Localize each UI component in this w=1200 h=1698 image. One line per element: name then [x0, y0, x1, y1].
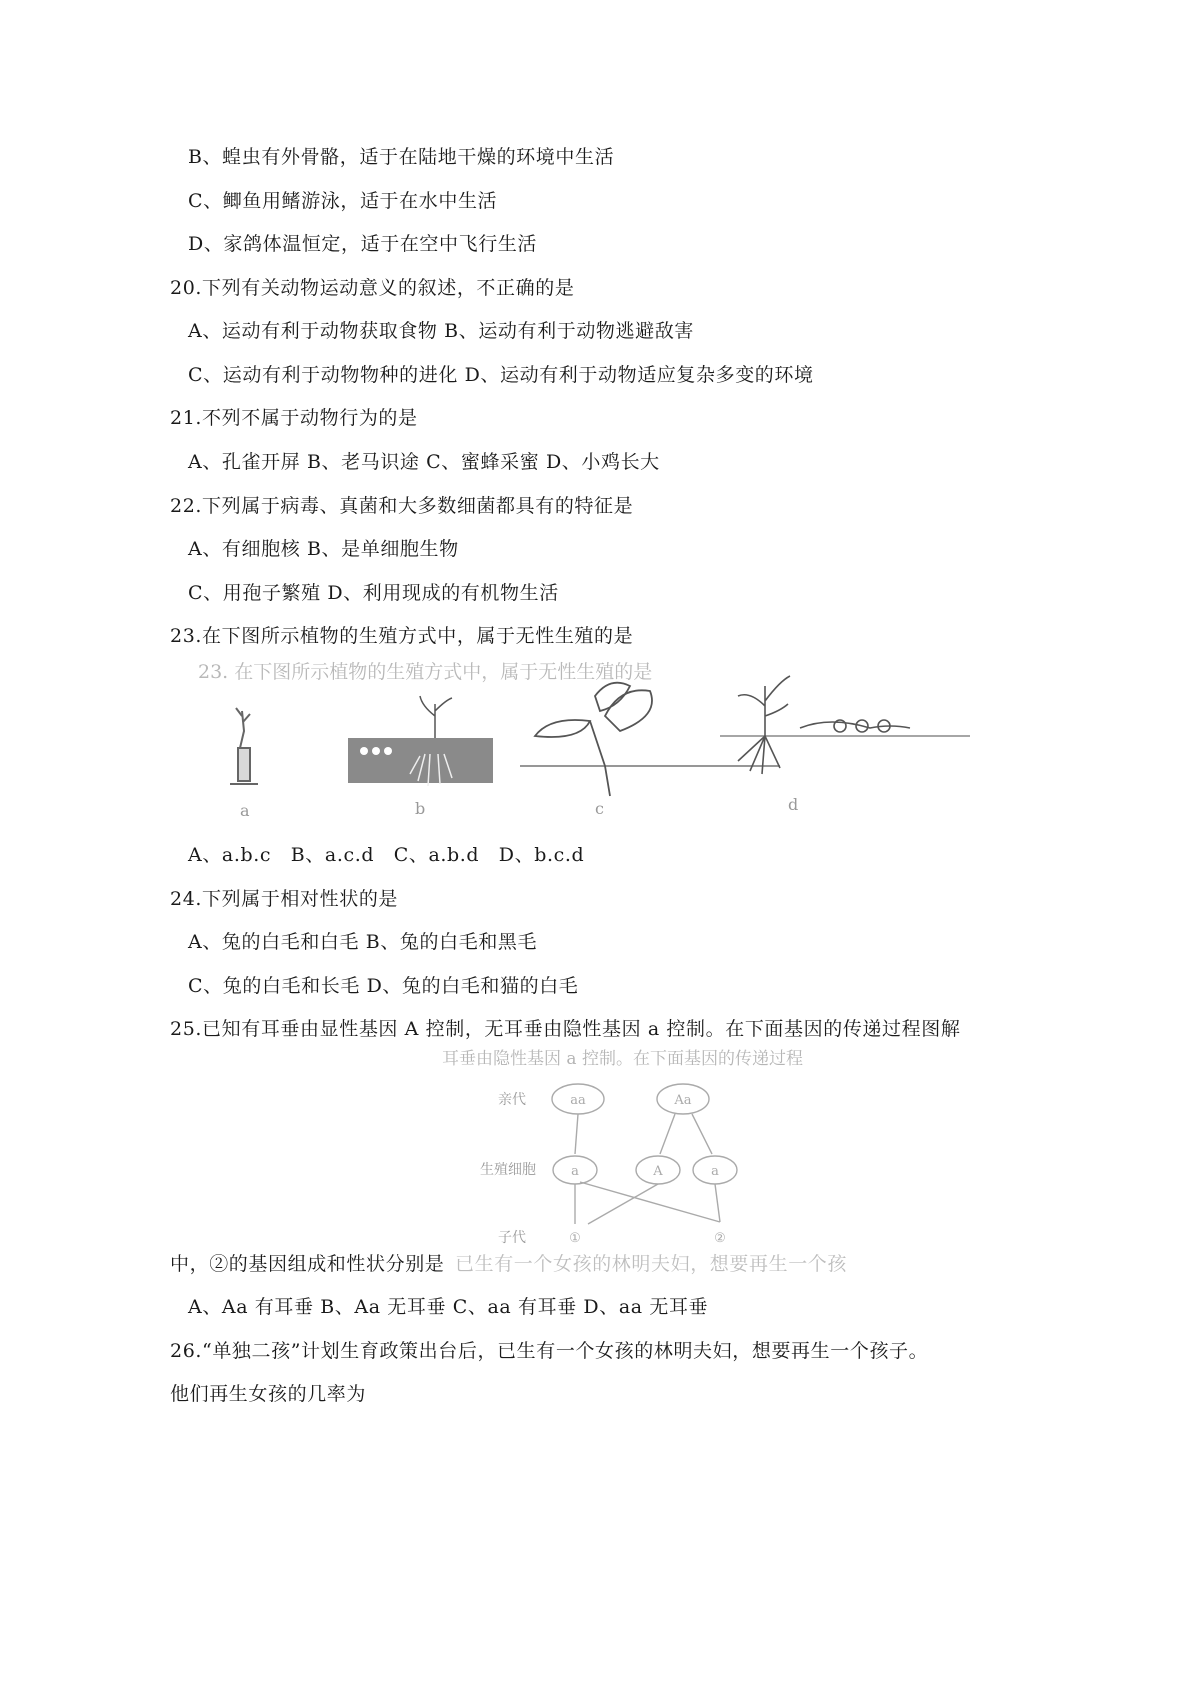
- q25-ghost-bottom: 已生有一个女孩的林明夫妇，想要再生一个孩: [455, 1253, 848, 1275]
- q26-stem-line-2: 他们再生女孩的几率为: [170, 1383, 367, 1405]
- child-2-label: ②: [714, 1231, 726, 1246]
- plant-figure-d: [720, 676, 970, 774]
- q20-options-row-2: C、运动有利于动物物种的进化 D、运动有利于动物适应复杂多变的环境: [188, 364, 814, 386]
- q22-options-row-1: A、有细胞核 B、是单细胞生物: [188, 538, 459, 560]
- q22-stem: 22.下列属于病毒、真菌和大多数细菌都具有的特征是: [170, 495, 634, 517]
- q24-options-row-1: A、兔的白毛和白毛 B、兔的白毛和黑毛: [188, 931, 538, 953]
- fig-label-a: a: [240, 801, 250, 820]
- q25-inheritance-diagram: [430, 1042, 880, 1262]
- q26-stem-line-1: 26.“单独二孩”计划生育政策出台后，已生有一个女孩的林明夫妇，想要再生一个孩子。: [170, 1340, 929, 1362]
- q25-ghost-top: 耳垂由隐性基因 a 控制。在下面基因的传递过程: [442, 1049, 803, 1069]
- q24-options-row-2: C、兔的白毛和长毛 D、兔的白毛和猫的白毛: [188, 975, 579, 997]
- q25-stem: 25.已知有耳垂由显性基因 A 控制，无耳垂由隐性基因 a 控制。在下面基因的传递过程图解: [170, 1018, 961, 1040]
- q25-options: A、Aa 有耳垂 B、Aa 无耳垂 C、aa 有耳垂 D、aa 无耳垂: [188, 1296, 709, 1318]
- q23-stem: 23.在下图所示植物的生殖方式中，属于无性生殖的是: [170, 625, 634, 647]
- row-label-offspring: 子代: [498, 1230, 526, 1246]
- q25-stem-end: 中，②的基因组成和性状分别是: [170, 1253, 445, 1275]
- q23-options: A、a.b.c B、a.c.d C、a.b.d D、b.c.d: [188, 844, 585, 866]
- fig-label-b: b: [415, 799, 426, 818]
- gamete-2-label: A: [653, 1164, 663, 1179]
- q19-option-d: D、家鸽体温恒定，适于在空中飞行生活: [188, 233, 538, 255]
- gamete-1-label: a: [571, 1164, 579, 1179]
- q24-stem: 24.下列属于相对性状的是: [170, 888, 399, 910]
- q21-stem: 21.不列不属于动物行为的是: [170, 407, 418, 429]
- plant-figure-c: [520, 683, 780, 796]
- q19-option-c: C、鲫鱼用鳍游泳，适于在水中生活: [188, 190, 498, 212]
- plant-figure-b: [348, 696, 493, 786]
- q20-stem: 20.下列有关动物运动意义的叙述，不正确的是: [170, 277, 575, 299]
- parent-left-genotype: aa: [570, 1093, 586, 1108]
- fig-label-c: c: [595, 799, 604, 818]
- parent-right-genotype: Aa: [674, 1093, 692, 1108]
- plant-figure-a: [230, 708, 258, 784]
- row-label-gametes: 生殖细胞: [480, 1162, 536, 1178]
- q23-ghost-stem: 23. 在下图所示植物的生殖方式中，属于无性生殖的是: [198, 661, 653, 683]
- q23-reproduction-figure: [190, 656, 980, 826]
- q19-option-b: B、蝗虫有外骨骼，适于在陆地干燥的环境中生活: [188, 146, 615, 168]
- q21-options: A、孔雀开屏 B、老马识途 C、蜜蜂采蜜 D、小鸡长大: [188, 451, 660, 473]
- fig-label-d: d: [788, 795, 799, 814]
- child-1-label: ①: [569, 1231, 581, 1246]
- row-label-parents: 亲代: [498, 1092, 526, 1108]
- gamete-3-label: a: [711, 1164, 719, 1179]
- q22-options-row-2: C、用孢子繁殖 D、利用现成的有机物生活: [188, 582, 559, 604]
- q20-options-row-1: A、运动有利于动物获取食物 B、运动有利于动物逃避敌害: [188, 320, 694, 342]
